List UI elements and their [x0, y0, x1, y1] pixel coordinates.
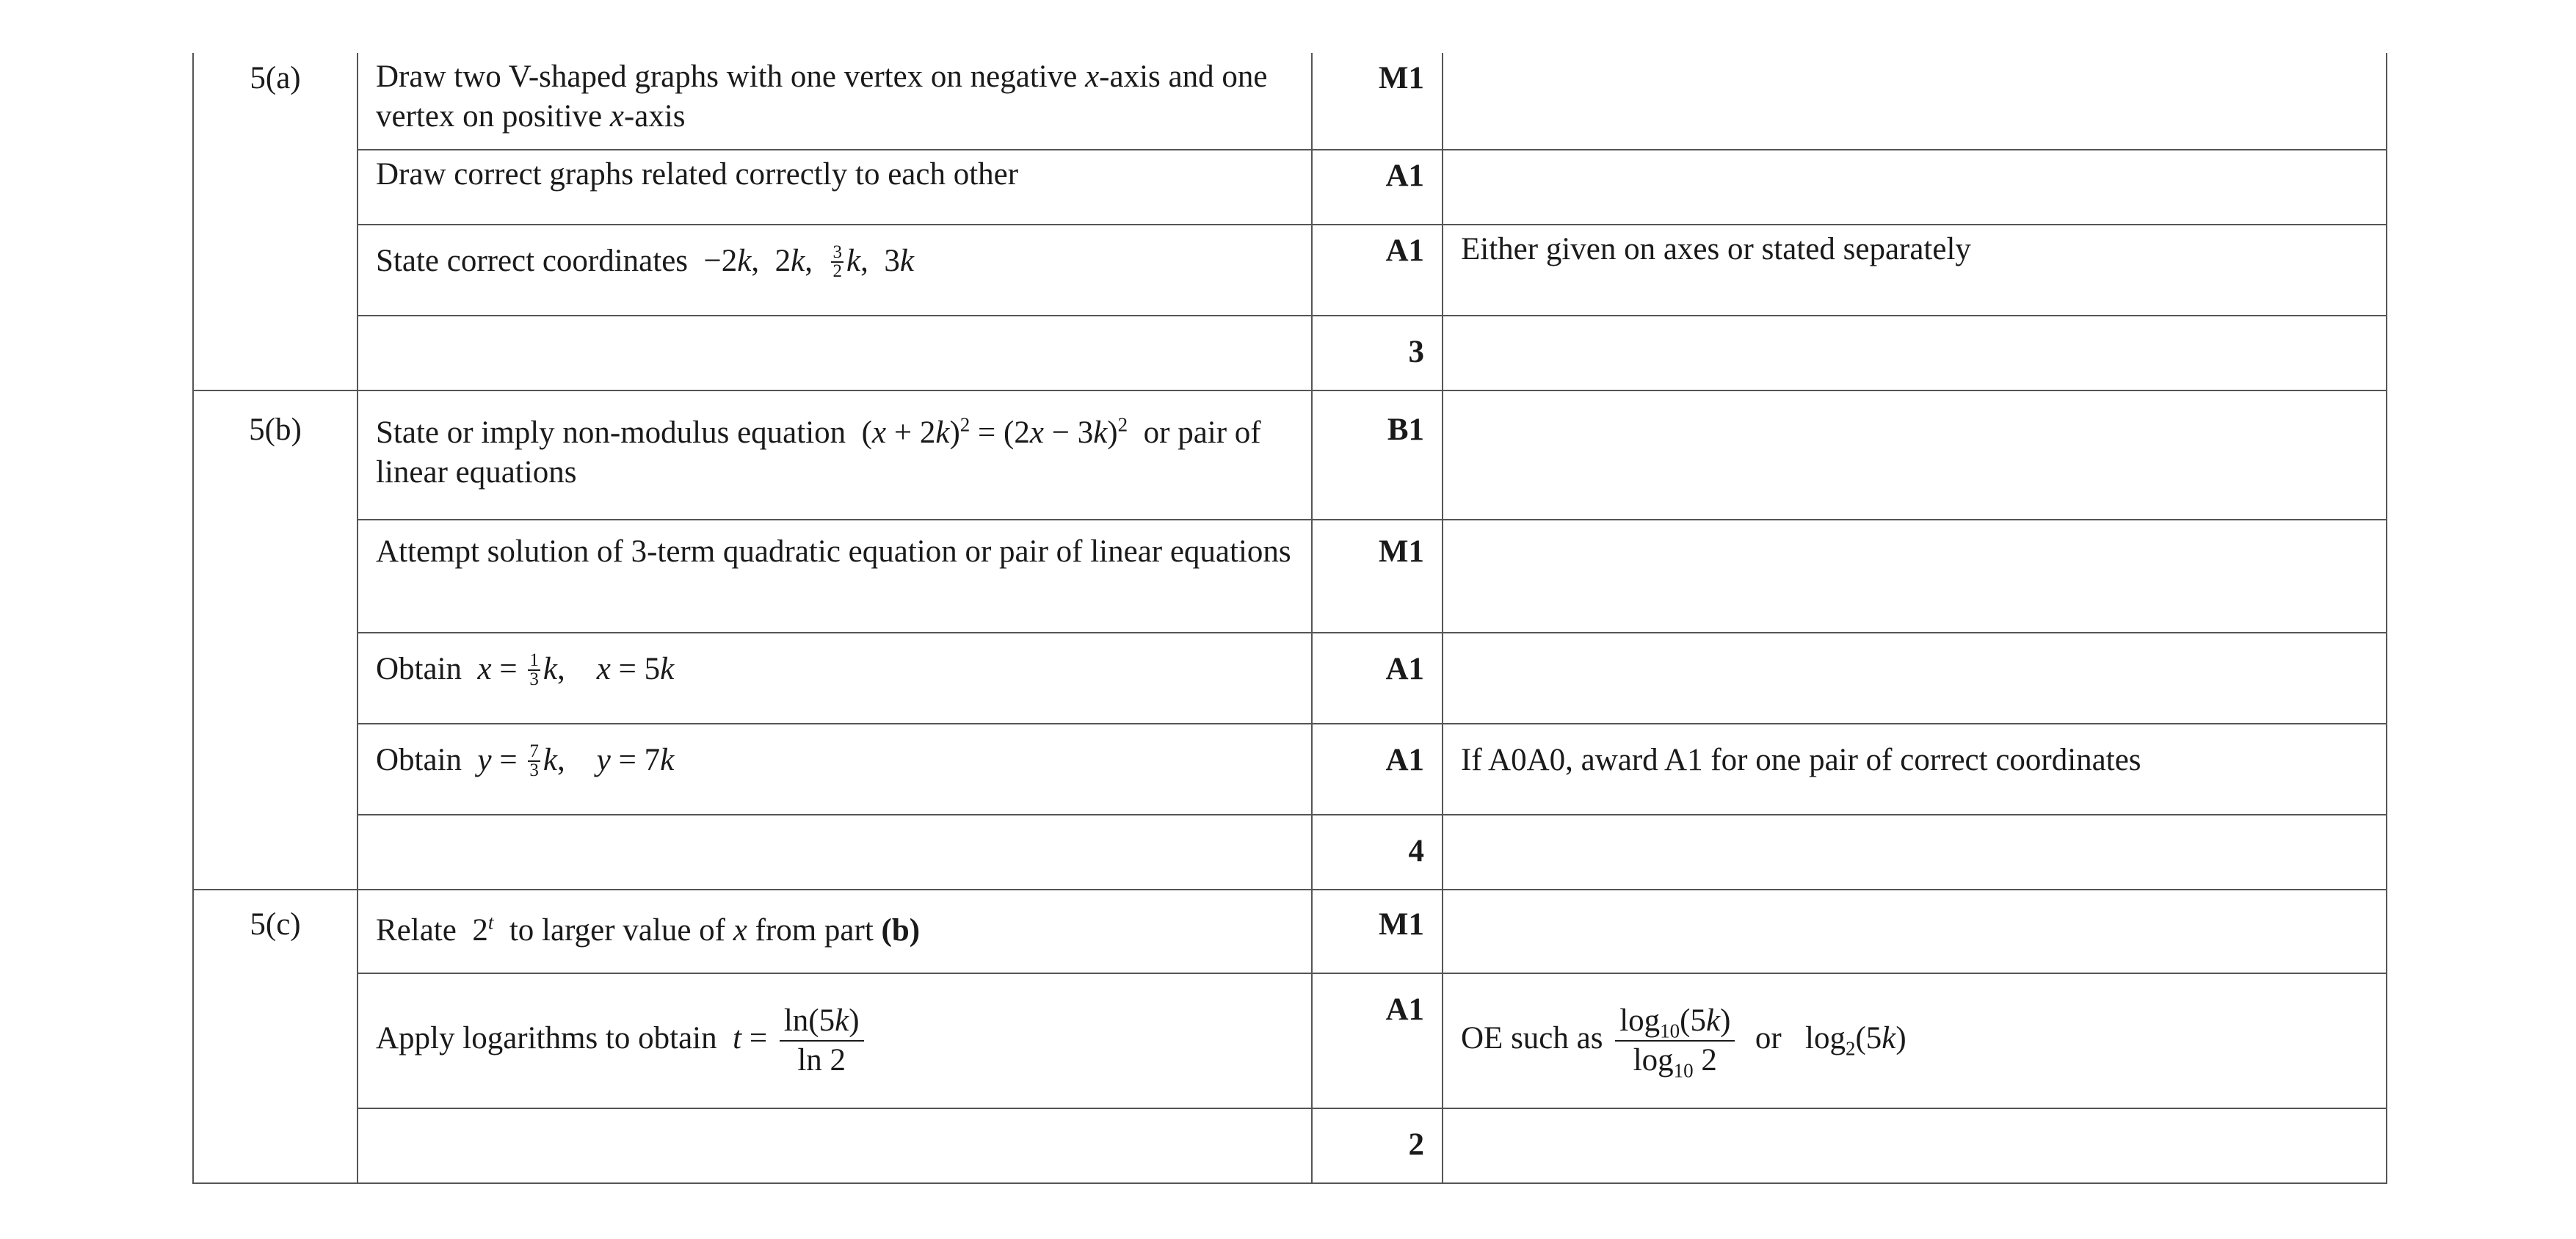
x-solutions: x = $\frac{1}{3}$ k, x = 5k	[477, 650, 675, 690]
guidance-cell	[1443, 150, 2387, 225]
table-row	[193, 633, 2387, 724]
mark-cell: A1	[1312, 150, 1443, 225]
answer-cell	[358, 1108, 1312, 1183]
table-row	[193, 150, 2387, 225]
equivalent-log-forms: $\frac{\log_{10}(5k)}{\log_{10} 2}$ or $\log_2(5k)$	[1611, 1021, 1906, 1055]
guidance-cell: OE such as $\frac{\log_{10}(5k)}{\log_{10} 2}$ or $\log_2(5k)$	[1443, 973, 2387, 1108]
table-row	[193, 316, 2387, 390]
mark-cell: B1	[1312, 390, 1443, 520]
answer-cell: State correct coordinates −2k, 2k, $\frac{3}{2}$ k, 3k	[358, 225, 1312, 316]
logarithm-solution: t = $\frac{\ln(5k)}{\ln 2}$	[725, 1021, 868, 1055]
fraction-log10: $\frac{\log_{10}(5k)}{\log_{10} 2}$	[1615, 1002, 1735, 1080]
table-row	[193, 390, 2387, 520]
table-row	[193, 890, 2387, 973]
total-mark-cell: 2	[1312, 1108, 1443, 1183]
guidance-cell	[1443, 890, 2387, 973]
table-row	[193, 724, 2387, 815]
guidance-cell	[1443, 316, 2387, 390]
question-number: 5(c)	[193, 890, 358, 1183]
table-row	[193, 1108, 2387, 1183]
mark-cell: A1	[1312, 225, 1443, 316]
mark-cell: M1	[1312, 890, 1443, 973]
guidance-cell: Either given on axes or stated separately	[1443, 225, 2387, 316]
guidance-cell: If A0A0, award A1 for one pair of correct coordinates	[1443, 724, 2387, 815]
answer-cell: Obtain x = $\frac{1}{3}$ k, x = 5k	[358, 633, 1312, 724]
mark-cell: A1	[1312, 973, 1443, 1108]
table-row	[193, 520, 2387, 633]
total-mark-cell: 3	[1312, 316, 1443, 390]
mark-cell: M1	[1312, 520, 1443, 633]
mark-cell: M1	[1312, 53, 1443, 150]
guidance-cell	[1443, 390, 2387, 520]
answer-cell: Draw correct graphs related correctly to each other	[358, 150, 1312, 225]
guidance-cell	[1443, 815, 2387, 890]
total-mark-cell: 4	[1312, 815, 1443, 890]
fraction-ln: $\frac{\ln(5k)}{\ln 2}$	[780, 1002, 864, 1080]
guidance-cell	[1443, 633, 2387, 724]
mark-cell: A1	[1312, 633, 1443, 724]
answer-cell	[358, 815, 1312, 890]
answer-cell: Obtain y = $\frac{7}{3}$ k, y = 7k	[358, 724, 1312, 815]
mark-cell: A1	[1312, 724, 1443, 815]
question-number: 5(a)	[193, 53, 358, 390]
answer-cell	[358, 316, 1312, 390]
mark-scheme-table	[192, 53, 2387, 1184]
answer-cell: Draw two V-shaped graphs with one vertex on negative x-axis and one vertex on positive x-axis	[358, 53, 1312, 150]
guidance-cell	[1443, 1108, 2387, 1183]
fraction-one-third: $\frac{1}{3}$	[529, 650, 539, 690]
guidance-cell	[1443, 520, 2387, 633]
question-number: 5(b)	[193, 390, 358, 890]
table-row	[193, 225, 2387, 316]
table-row	[193, 815, 2387, 890]
table-row	[193, 53, 2387, 150]
answer-cell: Apply logarithms to obtain t = $\frac{\ln(5k)}{\ln 2}$	[358, 973, 1312, 1108]
coordinates-expression: −2k, 2k, $\frac{3}{2}$ k, 3k	[703, 242, 914, 282]
answer-cell: Attempt solution of 3-term quadratic equation or pair of linear equations	[358, 520, 1312, 633]
y-solutions: y = $\frac{7}{3}$ k, y = 7k	[477, 741, 675, 781]
answer-cell: State or imply non-modulus equation $(x + 2k)^2 = (2x - 3k)^2$ or pair of linear equations	[358, 390, 1312, 520]
guidance-cell	[1443, 53, 2387, 150]
fraction-seven-thirds: $\frac{7}{3}$	[529, 741, 539, 781]
mark-scheme-sheet	[192, 53, 2386, 1184]
power-expression: 2$^t$	[472, 911, 494, 948]
fraction-three-halves: $\frac{3}{2}$	[832, 242, 842, 282]
table-row	[193, 973, 2387, 1108]
answer-cell: Relate 2$^t$ to larger value of x from part (b)	[358, 890, 1312, 973]
non-modulus-equation: $(x + 2k)^2 = (2x - 3k)^2$	[861, 413, 1128, 450]
